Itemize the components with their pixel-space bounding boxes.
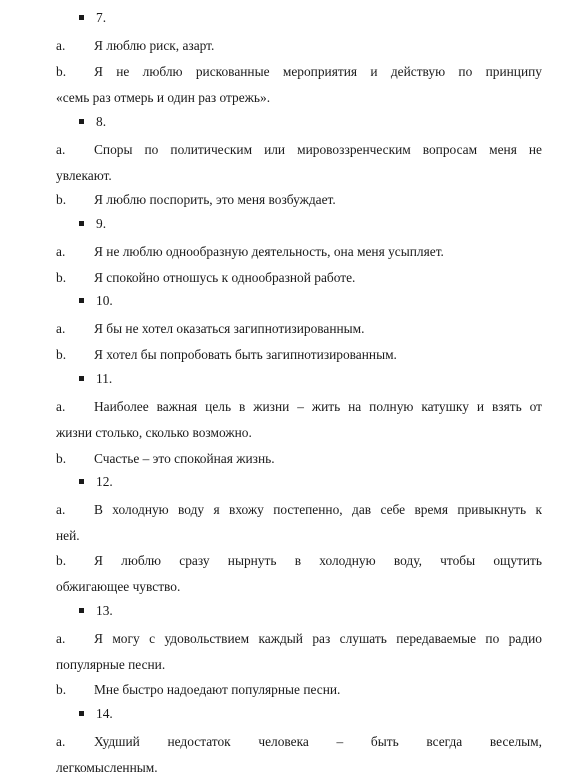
answer-option-b (56, 187, 542, 213)
bullet-square-icon (79, 376, 84, 381)
answer-option-b (56, 265, 542, 291)
option-text: Я хотел бы попробовать быть загипнотизированным. (94, 347, 397, 362)
answer-option-a (56, 497, 542, 549)
option-marker: b. (56, 553, 67, 568)
bullet-square-icon (79, 119, 84, 124)
option-marker: b. (56, 192, 67, 207)
option-text: Я не люблю рискованные мероприятия и действую по принципу (94, 64, 542, 79)
option-text-continued: обжигающее чувство. (56, 579, 181, 594)
option-marker: b. (56, 270, 67, 285)
answer-option-b (56, 446, 542, 472)
option-text: Я люблю риск, азарт. (94, 38, 215, 53)
option-text-continued: популярные песни. (56, 657, 166, 672)
option-text: Мне быстро надоедают популярные песни. (94, 682, 341, 697)
option-text: В холодную воду я вхожу постепенно, дав себе время привыкнуть к (94, 502, 542, 517)
option-text-continued: легкомысленным. (56, 760, 158, 775)
question-number: 8. (79, 113, 106, 131)
option-marker: b. (56, 347, 67, 362)
bullet-square-icon (79, 221, 84, 226)
option-marker: a. (56, 142, 66, 157)
option-text: Я бы не хотел оказаться загипнотизированным. (94, 321, 365, 336)
option-text: Худший недостаток человека – быть всегда веселым, (94, 734, 542, 749)
option-text-continued: жизни столько, сколько возможно. (56, 425, 252, 440)
answer-option-b (56, 59, 542, 111)
option-text: Споры по политическим или мировоззренческим вопросам меня не (94, 142, 542, 157)
bullet-square-icon (79, 15, 84, 20)
answer-option-b (56, 342, 542, 368)
option-marker: b. (56, 451, 67, 466)
question-number: 12. (79, 473, 113, 491)
option-marker: a. (56, 321, 66, 336)
option-text-continued: ней. (56, 528, 80, 543)
option-marker: a. (56, 734, 66, 749)
question-number: 7. (79, 9, 106, 27)
option-marker: a. (56, 502, 66, 517)
option-marker: a. (56, 244, 66, 259)
bullet-square-icon (79, 298, 84, 303)
option-text: Я спокойно отношусь к однообразной работе. (94, 270, 356, 285)
option-text: Я люблю поспорить, это меня возбуждает. (94, 192, 336, 207)
option-text: Наиболее важная цель в жизни – жить на полную катушку и взять от (94, 399, 542, 414)
option-text-continued: увлекают. (56, 168, 112, 183)
question-number: 13. (79, 602, 113, 620)
answer-option-a (56, 316, 542, 342)
option-marker: a. (56, 38, 66, 53)
answer-option-a (56, 394, 542, 446)
answer-option-a (56, 137, 542, 189)
option-marker: b. (56, 64, 67, 79)
question-number: 9. (79, 215, 106, 233)
option-text: Я не люблю однообразную деятельность, она меня усыпляет. (94, 244, 444, 259)
answer-option-a (56, 33, 542, 59)
bullet-square-icon (79, 479, 84, 484)
answer-option-a (56, 626, 542, 678)
bullet-square-icon (79, 608, 84, 613)
option-text-continued: «семь раз отмерь и один раз отрежь». (56, 90, 271, 105)
answer-option-a (56, 729, 542, 781)
answer-option-b (56, 548, 542, 600)
option-text: Я люблю сразу нырнуть в холодную воду, чтобы ощутить (94, 553, 542, 568)
option-text: Счастье – это спокойная жизнь. (94, 451, 275, 466)
option-marker: a. (56, 399, 66, 414)
bullet-square-icon (79, 711, 84, 716)
question-number: 14. (79, 705, 113, 723)
option-text: Я могу с удовольствием каждый раз слушать передаваемые по радио (94, 631, 542, 646)
answer-option-a (56, 239, 542, 265)
answer-option-b (56, 677, 542, 703)
option-marker: b. (56, 682, 67, 697)
question-number: 10. (79, 292, 113, 310)
option-marker: a. (56, 631, 66, 646)
question-number: 11. (79, 370, 112, 388)
